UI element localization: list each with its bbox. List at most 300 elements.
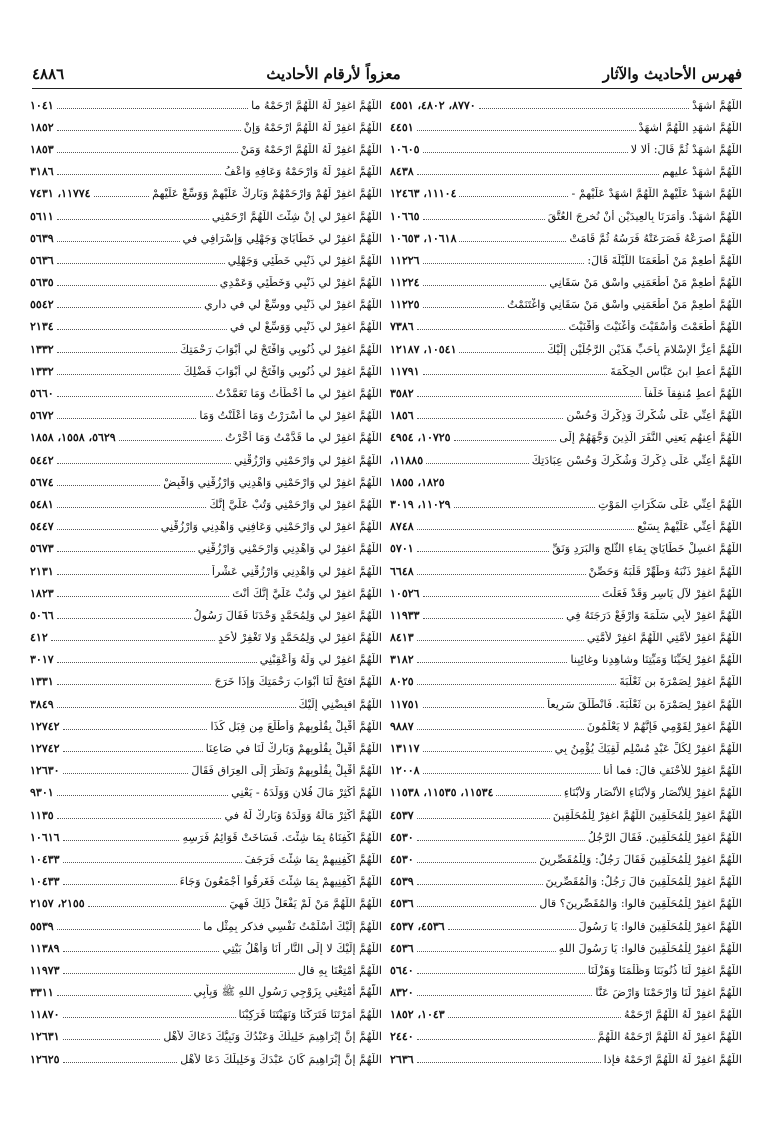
- hadith-numbers: ٣٣١١: [30, 986, 54, 1000]
- entry-text: اللَّهُمَّ أطعِمْ مَنْ أَطْعَمَنِي واسْقِ مَنْ سَقَانِي: [549, 276, 742, 290]
- dot-leader: [417, 862, 537, 863]
- hadith-numbers: ٥٤٨١: [30, 497, 54, 511]
- index-entry: [30, 604, 382, 626]
- hadith-numbers: ١١٣٨٩: [30, 941, 60, 955]
- hadith-numbers: ١١٧٧٤، ٧٤٣١: [30, 187, 91, 201]
- entry-text: اللَّهُمَّ أَقْبِلْ بِقُلُوبِهِمْ وَأَطْلَعَ مِن قِبَلِ كَذَا: [210, 719, 382, 733]
- index-entry: [30, 272, 382, 294]
- hadith-numbers: ٥٠٦٦: [30, 608, 54, 622]
- entry-text: اللَّهُمَّ اغفِرْ لي ما قَدَّمْتُ وَمَا أَخَّرْتُ: [225, 431, 382, 445]
- hadith-numbers: ٣٨٤٩: [30, 697, 54, 711]
- hadith-numbers: ١٣٣٢: [30, 342, 54, 356]
- dot-leader: [57, 507, 207, 508]
- entry-text: اللَّهُمَّ أطعِمْ مَنْ أطْعَمَنَا اللَّيْلَةَ قَالَ:: [587, 253, 742, 267]
- index-entry: [30, 893, 382, 915]
- entry-text: اللَّهُمَّ اغفِرْ ذَنْبَهُ وَطَهِّرْ قَلْبَهُ وَحَصِّنْ: [588, 564, 742, 578]
- dot-leader: [423, 285, 547, 286]
- hadith-numbers: ١١٨٧٠: [30, 1008, 60, 1022]
- dot-leader: [417, 1039, 595, 1040]
- entry-text: اللَّهُمَّ اغفِرْ لي خَطَايَايَ وَجَهْلِي وَإِسْرَافِي في: [182, 231, 382, 245]
- dot-leader: [57, 263, 225, 264]
- dot-leader: [417, 840, 585, 841]
- dot-leader: [119, 440, 222, 441]
- entry-text: اللَّهُمَّ اشهَدْ. وَأَمَرَنَا بِالعِيدَيْنِ أَنْ نُخرِجَ العُتَّقَ: [547, 209, 742, 223]
- hadith-numbers: ١١٣٥: [30, 808, 54, 822]
- hadith-numbers: ١٢٦٢٥: [30, 1052, 60, 1066]
- hadith-numbers: ٥٦٣٥: [30, 276, 54, 290]
- index-entry: [390, 538, 742, 560]
- dot-leader: [417, 818, 550, 819]
- dot-leader: [417, 684, 617, 685]
- dot-leader: [417, 574, 586, 575]
- entry-text: اللَّهُمَّ أعِنهُم يَعنِي النَّفَرَ الَّذِينَ وَجَّهَهُمْ إِلَى: [559, 431, 742, 445]
- hadith-numbers: ٥٦٧٢: [30, 409, 54, 423]
- hadith-numbers: ١١٥٣٤، ١١٥٣٥، ١١٥٣٨: [390, 786, 494, 800]
- entry-text: اللَّهُمَّ اغفِرْ لِلْمُحَلِّقِينَ فَقَالَ رَجُلٌ: وَلِلْمُقَصِّرِينَ: [539, 852, 742, 866]
- hadith-numbers: ١٠٥٤١، ١٢١٨٧: [390, 342, 457, 356]
- hadith-numbers: ٥٦٦٠: [30, 387, 54, 401]
- index-entry: [30, 249, 382, 271]
- dot-leader: [57, 108, 248, 109]
- hadith-numbers: ٦٦٤٨: [390, 564, 414, 578]
- index-entry: [30, 1048, 382, 1070]
- hadith-numbers: ٨٠٢٥: [390, 675, 414, 689]
- entry-text: اللَّهُمَّ اغفِرْ لِقَوْمِي فَإِنَّهُمْ لا يَعْلَمُونَ: [586, 719, 742, 733]
- hadith-numbers: ٥٦٤٠: [390, 963, 414, 977]
- index-entry: [390, 427, 742, 449]
- dot-leader: [417, 729, 584, 730]
- index-entry: [390, 782, 742, 804]
- hadith-numbers: ٣٠١٧: [30, 653, 54, 667]
- hadith-numbers: ٤٥٣٦: [390, 941, 414, 955]
- entry-text: اللَّهُمَّ أَكْثِرْ مَالَ فُلانٍ وَوَلَدَهُ - يَعْنِي: [231, 786, 382, 800]
- entry-text: اللَّهُمَّ اغفِرْ لِصَمْرَةَ بنِ ثَعْلَبَةَ. فَانْطَلَقَ سَرِيعاً: [547, 697, 742, 711]
- hadith-numbers: ١٢٦٣١: [30, 1030, 60, 1044]
- hadith-numbers: ٤٥٣٦: [390, 897, 414, 911]
- dot-leader: [57, 551, 195, 552]
- hadith-numbers: ٧٣٨٦: [390, 320, 414, 334]
- hadith-numbers: ٨٧٤٨: [390, 520, 414, 534]
- entry-text: اللَّهُمَّ اغفِرْ للأَحْنَفِ قالَ: فما أنا: [603, 764, 742, 778]
- entry-text: اللَّهُمَّ اغفِرْ لِلْمُحَلِّقِينَ قالوا: يَا رَسُولَ: [578, 919, 742, 933]
- dot-leader: [63, 1062, 178, 1063]
- dot-leader: [426, 463, 529, 464]
- hadith-numbers: ١١٧٩١: [390, 364, 420, 378]
- hadith-numbers: ١١٢٢٥: [390, 298, 420, 312]
- entry-text: اللَّهُمَّ اغفِرْ لِصَمْرَةَ بنِ ثَعْلَبَةَ: [619, 675, 742, 689]
- hadith-numbers: ٥٧٠١: [390, 542, 414, 556]
- dot-leader: [423, 307, 505, 308]
- index-entry: [390, 848, 742, 870]
- index-entry: [390, 493, 742, 515]
- dot-leader: [417, 973, 585, 974]
- dot-leader: [57, 152, 238, 153]
- entry-text: اللَّهُمَّ اغفِرْ لي وَلِمُحَمَّدٍ وَلا تَغْفِرْ لأَحَدٍ: [218, 631, 382, 645]
- index-entry: [30, 982, 382, 1004]
- entry-text: اللَّهُمَّ اغفِرْ لِلْمُحَلِّقِينَ قالوا: يَا رَسُولَ اللهِ: [558, 941, 742, 955]
- hadith-numbers: ١٠٦٠٥: [390, 142, 420, 156]
- entry-text: اللَّهُمَّ اغفِرْ لي ذُنُوبِي وَافْتَحْ لي أَبْوَابَ رَحْمَتِكَ: [180, 342, 382, 356]
- entry-text: اللَّهُمَّ اشهَدْ عليهم: [662, 165, 742, 179]
- index-entry: [390, 471, 742, 493]
- entry-text: اللَّهُمَّ اغفِرْ لي وَارْحَمْنِي وَعَافِنِي وَاهْدِنِي وَارْزُقْنِي: [160, 520, 382, 534]
- hadith-numbers: ٣١٨٢: [390, 653, 414, 667]
- index-entry: [30, 427, 382, 449]
- entry-text: اللَّهُمَّ اغفِرْ لي ذَنْبِي وَخَطَئِي وَعَمْدِي: [219, 276, 382, 290]
- hadith-numbers: ٥٦٣٦: [30, 253, 54, 267]
- index-entry: [390, 693, 742, 715]
- entry-text: اللَّهُمَّ اغفِرْ لَهُ اللَّهُمَّ ارْحَمْهُ: [624, 1008, 742, 1022]
- entry-text: اللَّهُمَّ اغفِرْ لي إِنْ شِئْتَ اللَّهُمَّ ارْحَمْنِي: [211, 209, 382, 223]
- hadith-numbers: ٤٥٣٠: [390, 830, 414, 844]
- index-entry: [30, 516, 382, 538]
- index-entry: [390, 893, 742, 915]
- hadith-numbers: ٤٥٣٦، ٤٥٣٧: [390, 919, 445, 933]
- index-entry: [390, 1026, 742, 1048]
- index-entry: [390, 582, 742, 604]
- dot-leader: [423, 618, 564, 619]
- hadith-numbers: ١٠٤٣، ١٨٥٢: [390, 1008, 445, 1022]
- dot-leader: [63, 1017, 236, 1018]
- dot-leader: [57, 662, 257, 663]
- hadith-numbers: ٥٦٧٤: [30, 475, 54, 489]
- index-entry: [30, 937, 382, 959]
- page-header: [32, 62, 742, 86]
- dot-leader: [57, 684, 212, 685]
- dot-leader: [423, 374, 608, 375]
- entry-text: اللَّهُمَّ اغفِرْ لَهُمْ وَارْحَمْهُمْ وَبَارِكْ عَلَيْهِمْ وَوَسِّعْ عَلَيْهِمْ: [152, 187, 382, 201]
- hadith-numbers: ٨٤١٣: [390, 631, 414, 645]
- entry-text: اللَّهُمَّ اغفِرْ لأَبِي سَلَمَةَ وَارْفَعْ دَرَجَتَهُ فِي: [566, 608, 742, 622]
- hadith-numbers: ١٣٣٢: [30, 364, 54, 378]
- entry-text: اللَّهُمَّ أَطْعَمْتَ وَأَسْقَيْتَ وَأَغْنَيْتَ وَأَقْنَيْتَ: [568, 320, 742, 334]
- dot-leader: [57, 374, 181, 375]
- entry-text: اللَّهُمَّ أَكْثِرْ مَالَهُ وَوَلَدَهُ وَبَارِكْ لَهُ في: [224, 808, 382, 822]
- dot-leader: [417, 640, 584, 641]
- hadith-numbers: ٥٦١١: [30, 209, 54, 223]
- dot-leader: [459, 241, 566, 242]
- entry-text: اللَّهُمَّ إِلَيْكَ لا إِلَى النَّارِ أَنَا وَأَهْلُ بَيْتِي: [222, 941, 382, 955]
- section-title: معزواً لأرقام الأحاديث: [266, 65, 401, 83]
- dot-leader: [417, 995, 593, 996]
- entry-text: اللَّهُمَّ اغفِرْ لَهُ اللَّهُمَّ ارْحَمْهُ ما: [251, 98, 382, 112]
- index-entry: [390, 161, 742, 183]
- index-entry: [30, 471, 382, 493]
- hadith-numbers: ١١٢٢٦: [390, 253, 420, 267]
- dot-leader: [417, 396, 642, 397]
- dot-leader: [57, 707, 296, 708]
- index-entry: [390, 871, 742, 893]
- hadith-numbers: ٤٥٣٠: [390, 852, 414, 866]
- hadith-numbers: ٣١٨٦: [30, 165, 54, 179]
- entry-text: اللَّهُمَّ اغفِرْ لي ذَنْبِي خَطَئِي وَجَهْلِي: [227, 253, 382, 267]
- entry-text: اللَّهُمَّ اغفِرْ لِحَيِّنَا وَمَيِّتِنَا وشاهِدِنا وغائِبِنا: [570, 653, 742, 667]
- entry-text: اللَّهُمَّ اغفِرْ لِلْمُحَلِّقِينَ اللَّهُمَّ اغفِرْ لِلْمُحَلِّقِينَ: [552, 808, 742, 822]
- hadith-numbers: ١٠٦١٦: [30, 830, 60, 844]
- index-entry: [390, 294, 742, 316]
- index-entry: [30, 915, 382, 937]
- index-entry: [390, 760, 742, 782]
- entry-text: اللَّهُمَّ اصرَعْهُ فَصَرَعَتْهُ فَرَسُهُ ثُمَّ قَامَتْ: [569, 231, 742, 245]
- dot-leader: [57, 174, 222, 175]
- index-entry: [390, 516, 742, 538]
- hadith-numbers: ٢١٥٥، ٢١٥٧: [30, 897, 85, 911]
- hadith-numbers: ٢٤٤٠: [390, 1030, 414, 1044]
- index-entry: [390, 382, 742, 404]
- dot-leader: [63, 751, 203, 752]
- hadith-numbers: ١١١٠٤، ١٢٤٦٣: [390, 187, 457, 201]
- index-entry: [30, 227, 382, 249]
- hadith-numbers: ١٨٥٣: [30, 142, 54, 156]
- index-entry: [390, 338, 742, 360]
- hadith-numbers: ٨٣٢٠: [390, 986, 414, 1000]
- hadith-numbers: ١٢٧٤٢: [30, 742, 60, 756]
- index-entry: [30, 538, 382, 560]
- entry-text: اللَّهُمَّ اغفِرْ لأُمَّتِي اللَّهُمَّ اغفِرْ لأُمَّتِي: [586, 631, 742, 645]
- entry-text: اللَّهُمَّ اكْفِنِيهِمْ بِمَا شِئْتَ فَغَرِقُوا أَجْمَعُونَ وَجَاءَ: [179, 875, 382, 889]
- entry-text: اللَّهُمَّ اشهَدْ: [692, 98, 742, 112]
- index-entry: [30, 582, 382, 604]
- hadith-numbers: ٤٤٥١: [390, 120, 414, 134]
- dot-leader: [57, 929, 201, 930]
- hadith-numbers: ٥٥٣٩: [30, 919, 54, 933]
- entry-text: اللَّهُمَّ اغفِرْ لِكُلِّ عَبْدٍ مُسْلِمٍ لَقِيَكَ يُؤْمِنُ بِي: [554, 742, 742, 756]
- dot-leader: [57, 329, 227, 330]
- entry-text: اللَّهُمَّ اشهَدْ ثُمَّ قَالَ: أَلا لا: [630, 142, 742, 156]
- hadith-numbers: ٤٥٣٧: [390, 808, 414, 822]
- entry-text: اللَّهُمَّ اغفِرْ لي وَارْحَمْنِي وَاهْدِنِي وَارْزُقْنِي وَاقْبِضْ: [163, 475, 382, 489]
- entry-text: اللَّهُمَّ اغفِرْ لي ما أَسْرَرْتُ وَمَا أَعْلَنْتُ وَمَا: [199, 409, 382, 423]
- entry-text: اللَّهُمَّ اكْفِنِيهِمْ بِمَا شِئْتَ فَرَجَفَ: [244, 852, 382, 866]
- dot-leader: [423, 152, 628, 153]
- index-entry: [30, 382, 382, 404]
- dot-leader: [459, 196, 568, 197]
- dot-leader: [57, 795, 229, 796]
- dot-leader: [417, 906, 537, 907]
- entry-text: اللَّهُمَّ أعِزَّ الإِسْلامَ بِأَحَبِّ هَذَيْنِ الرَّجُلَيْنِ إِلَيْكَ: [547, 342, 742, 356]
- index-entry: [390, 826, 742, 848]
- hadith-numbers: ١١٢٢٤: [390, 276, 420, 290]
- entry-text: اللَّهُمَّ أعِنِّي عَلَيْهِمْ بِسَبْعٍ: [637, 520, 742, 534]
- index-entry: [30, 671, 382, 693]
- entry-text: اللَّهُمَّ أَقْبِلْ بِقُلُوبِهِمْ وَنَظَرَ إِلَى العِرَاقِ فَقَالَ: [191, 764, 382, 778]
- hadith-numbers: ١١٩٣٣: [390, 608, 420, 622]
- hadith-numbers: ١٠٦١٨، ١٠٦٥٣: [390, 231, 457, 245]
- index-entry: [30, 649, 382, 671]
- index-entry: [390, 1048, 742, 1070]
- index-entry: [390, 937, 742, 959]
- hadith-numbers: ١٣٣١: [30, 675, 54, 689]
- hadith-numbers: ٥٥٤٢: [30, 298, 54, 312]
- index-entry: [30, 1004, 382, 1026]
- index-entry: [30, 1026, 382, 1048]
- entry-text: اللَّهُمَّ أعِنِّي عَلَى سَكَرَاتِ المَوْتِ: [598, 497, 742, 511]
- index-entry: [390, 138, 742, 160]
- entry-text: اللَّهُمَّ أَمَرْتَنَا فَتَرَكْنَا وَنَهَيْتَنَا فَرَكِبْنَا: [238, 1008, 382, 1022]
- hadith-numbers: ٥٤٤٧: [30, 520, 54, 534]
- entry-text: اللَّهُمَّ اشهَدِ اللَّهُمَّ اشهَدْ: [638, 120, 742, 134]
- dot-leader: [417, 951, 556, 952]
- hadith-numbers: ١٣١١٧: [390, 742, 420, 756]
- index-entry: [30, 94, 382, 116]
- dot-leader: [496, 795, 560, 796]
- index-entry: [390, 405, 742, 427]
- entry-text: اللَّهُمَّ أَعطِ ابنَ عَبَّاسٍ الحِكْمَةَ: [610, 364, 742, 378]
- hadith-numbers: ٨٧٧٠، ٤٨٠٢، ٤٥٥١: [390, 98, 476, 112]
- index-entry: [30, 161, 382, 183]
- right-column: [390, 94, 742, 1070]
- hadith-numbers: ٢١٣١: [30, 564, 54, 578]
- dot-leader: [57, 219, 209, 220]
- page-number: ٤٨٨٦: [32, 65, 65, 83]
- dot-leader: [94, 196, 150, 197]
- index-entry: [390, 449, 742, 471]
- index-entry: [390, 1004, 742, 1026]
- hadith-numbers: ١٠٤٣٣: [30, 852, 60, 866]
- hadith-numbers: ١٢٧٤٢: [30, 719, 60, 733]
- dot-leader: [57, 818, 222, 819]
- entry-text: اللَّهُمَّ أطعِمْ مَنْ أطْعَمَنِي واسْقِ مَنْ سَقَانِي وَاغْتَنَمْتُ: [507, 298, 742, 312]
- dot-leader: [63, 840, 180, 841]
- hadith-numbers: ٩٣٠١: [30, 786, 54, 800]
- hadith-numbers: ٥٦٧٣: [30, 542, 54, 556]
- dot-leader: [417, 418, 564, 419]
- entry-text: اللَّهُمَّ إِنَّ إِبْرَاهِيمَ خَلِيلُكَ وَعَبْدُكَ وَنَبِيُّكَ دَعَاكَ لأَهْلِ: [163, 1030, 382, 1044]
- index-entry: [390, 649, 742, 671]
- index-entry: [30, 782, 382, 804]
- index-entry: [30, 560, 382, 582]
- entry-text: اللَّهُمَّ اغفِرْ لي وَاهْدِنِي وَارْحَمْنِي وَارْزُقْنِي: [197, 542, 382, 556]
- hadith-numbers: ١٠٦٦٥: [390, 209, 420, 223]
- hadith-numbers: ١٠٧٢٥، ٤٩٥٤: [390, 431, 451, 445]
- index-entry: [30, 737, 382, 759]
- entry-text: اللَّهُمَّ اغفِرْ لَنَا وَارْحَمْنَا وَارْضَ عَنَّا: [595, 986, 742, 1000]
- dot-leader: [479, 108, 689, 109]
- entry-text: اللَّهُمَّ اكْفِنَاهُ بِمَا شِئْتَ. فَسَاخَتْ قَوَائِمُ فَرَسِهِ: [182, 830, 382, 844]
- entry-text: اللَّهُمَّ اغفِرْ لي وَتُبْ عَلَيَّ إِنَّكَ أَنْتَ: [232, 586, 382, 600]
- index-entry: [30, 183, 382, 205]
- index-entry: [390, 316, 742, 338]
- entry-text: اللَّهُمَّ إِنَّ إِبْرَاهِيمَ كَانَ عَبْدَكَ وَخَلِيلَكَ دَعَا لأَهْلِ: [180, 1052, 382, 1066]
- entry-text: اللَّهُمَّ اقبِضْنِي إِلَيْكَ: [298, 697, 382, 711]
- entry-text: اللَّهُمَّ اغفِرْ لِلْمُحَلِّقِينَ قالوا: وَالمُقَصِّرِينَ؟ قال: [539, 897, 742, 911]
- hadith-numbers: ١١٠٢٩، ٣٠١٩: [390, 497, 451, 511]
- dot-leader: [57, 241, 180, 242]
- index-entry: [30, 360, 382, 382]
- dot-leader: [63, 862, 242, 863]
- dot-leader: [417, 551, 550, 552]
- entry-text: اللَّهُمَّ اغفِرْ لِلْمُحَلِّقِينَ قالَ رَجُلٌ: وَالْمُقَصِّرِينَ: [545, 875, 742, 889]
- entry-text: اللَّهُمَّ اغفِرْ لَهُ اللَّهُمَّ ارْحَمْهُ اللَّهُمَّ: [597, 1030, 742, 1044]
- entry-text: اللَّهُمَّ اشهَدْ عَلَيْهِمْ اللَّهُمَّ اشهَدْ عَلَيْهِمْ -: [571, 187, 742, 201]
- dot-leader: [417, 329, 566, 330]
- header-rule: [32, 88, 742, 89]
- entry-text: اللَّهُمَّ اغفِرْ لي وَاهْدِنِي وَارْزُقْنِي عَشْراً: [211, 564, 382, 578]
- index-entry: [390, 959, 742, 981]
- hadith-numbers: ١٨٥٦: [390, 409, 414, 423]
- dot-leader: [57, 574, 209, 575]
- entry-text: اللَّهُمَّ اغفِرْ لي ذُنُوبِي وَافْتَحْ لي أَبْوَابَ فَضْلِكَ: [183, 364, 382, 378]
- hadith-numbers: ١٨٢٣: [30, 586, 54, 600]
- hadith-numbers: ١٨٢٥، ١٨٥٥: [390, 475, 445, 489]
- entry-text: اللَّهُمَّ اغفِرْ لي ما أَخْطَأْتُ وَمَا تَعَمَّدْتُ: [215, 387, 382, 401]
- entry-text: اللَّهُمَّ أَمْتِعْنِي بِزَوْجِي رَسُولِ اللهِ ﷺ وَبِأَبِي: [193, 985, 382, 999]
- index-entry: [390, 604, 742, 626]
- index-entry: [30, 116, 382, 138]
- entry-text: اللَّهُمَّ افتَحْ لَنَا أَبْوَابَ رَحْمَتِكَ وَإِذَا خَرَجَ: [214, 675, 382, 689]
- index-entry: [30, 405, 382, 427]
- hadith-numbers: ٣٥٨٢: [390, 387, 414, 401]
- entry-text: اللَّهُمَّ اغفِرْ لي وَلَهُ وَأَعْقِبْنِي: [259, 653, 382, 667]
- dot-leader: [454, 440, 557, 441]
- dot-leader: [57, 463, 231, 464]
- dot-leader: [51, 640, 215, 641]
- dot-leader: [423, 219, 545, 220]
- dot-leader: [454, 507, 596, 508]
- index-entry: [390, 205, 742, 227]
- entry-text: اللَّهُمَّ اغفِرْ لي وَارْحَمْنِي وَتُبْ عَلَيَّ إِنَّكَ: [209, 497, 382, 511]
- dot-leader: [57, 618, 191, 619]
- hadith-numbers: ٥٦٢٩، ١٥٥٨، ١٨٥٨: [30, 431, 116, 445]
- dot-leader: [417, 662, 568, 663]
- dot-leader: [423, 751, 552, 752]
- index-entry: [390, 116, 742, 138]
- index-entry: [390, 360, 742, 382]
- hadith-numbers: ٩٨٨٧: [390, 719, 414, 733]
- dot-leader: [417, 174, 660, 175]
- dot-leader: [63, 729, 208, 730]
- hadith-numbers: ١٠٤٣٣: [30, 875, 60, 889]
- hadith-numbers: ١٠٥٢٦: [390, 586, 420, 600]
- index-entry: [30, 205, 382, 227]
- index-entry: [30, 760, 382, 782]
- entry-text: اللَّهُمَّ اغفِرْ لِلْمُحَلِّقِينَ. فَقَالَ الرَّجُلُ: [587, 830, 742, 844]
- dot-leader: [57, 418, 197, 419]
- dot-leader: [417, 130, 636, 131]
- dot-leader: [423, 707, 545, 708]
- hadith-numbers: ٤١٢: [30, 631, 48, 645]
- index-entry: [390, 982, 742, 1004]
- dot-leader: [417, 529, 635, 530]
- index-entry: [30, 848, 382, 870]
- index-entry: [30, 493, 382, 515]
- dot-leader: [57, 995, 191, 996]
- hadith-numbers: ٢١٣٤: [30, 320, 54, 334]
- dot-leader: [57, 307, 202, 308]
- dot-leader: [57, 352, 177, 353]
- hadith-numbers: ٢٦٣٦: [390, 1052, 414, 1066]
- index-entry: [390, 249, 742, 271]
- dot-leader: [63, 951, 220, 952]
- hadith-numbers: ١٢٦٣٠: [30, 764, 60, 778]
- hadith-numbers: ٤٥٣٩: [390, 875, 414, 889]
- dot-leader: [417, 1062, 601, 1063]
- index-entry: [390, 715, 742, 737]
- hadith-numbers: ١٢٠٠٨: [390, 764, 420, 778]
- dot-leader: [57, 485, 161, 486]
- hadith-numbers: ١٨٥٢: [30, 120, 54, 134]
- entry-text: اللَّهُمَّ اغفِرْ لي ذَنْبِي وَوَسِّعْ لي في: [229, 320, 382, 334]
- entry-text: اللَّهُمَّ إِلَيْكَ أَسْلَمْتُ نَفْسِي فذكر بِمِثْلِ ما: [203, 919, 382, 933]
- dot-leader: [57, 529, 158, 530]
- index-entry: [390, 671, 742, 693]
- book-title: فهرس الأحاديث والآثار: [602, 65, 742, 83]
- entry-text: اللَّهُمَّ أعِنِّي عَلَى شُكْرِكَ وَذِكْرِكَ وَحُسْنِ: [566, 409, 742, 423]
- dot-leader: [423, 596, 599, 597]
- index-entry: [390, 272, 742, 294]
- index-entry: [30, 338, 382, 360]
- entry-text: اللَّهُمَّ أعطِ مُنفِقاً خَلَفاً: [644, 387, 742, 401]
